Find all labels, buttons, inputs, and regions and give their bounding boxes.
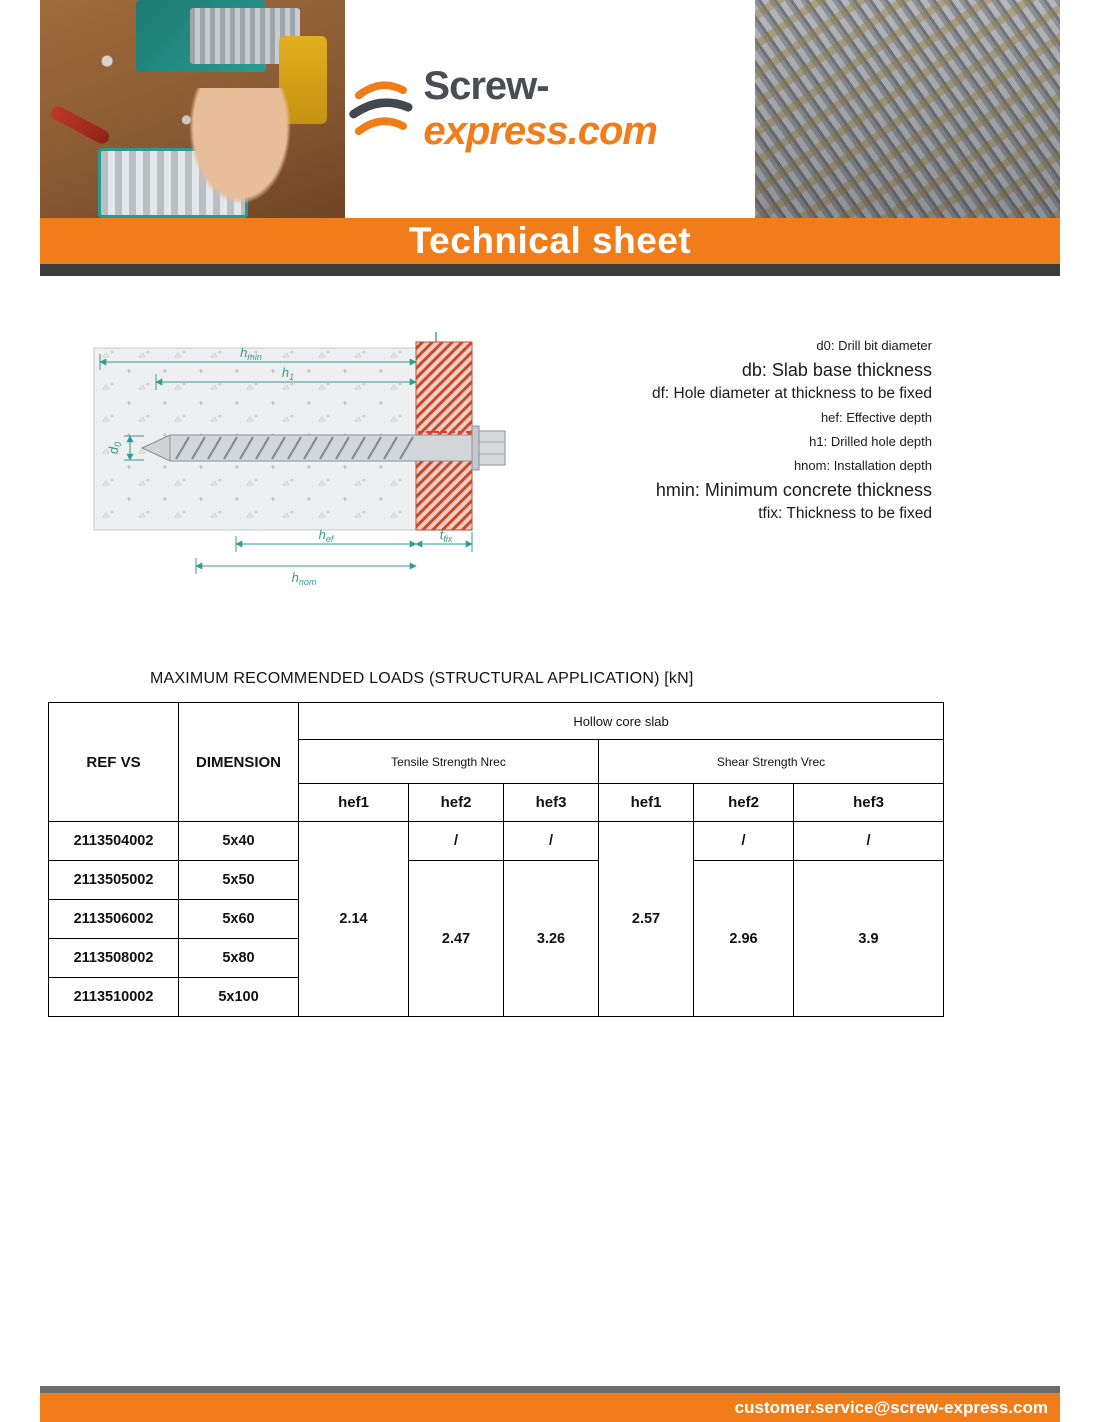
value-shear-hef1: 2.57 bbox=[599, 822, 694, 1017]
dimension-cell: 5x50 bbox=[179, 861, 299, 900]
value-tensile-hef2: 2.47 bbox=[409, 861, 504, 1017]
value-shear-hef3-row1: / bbox=[794, 822, 944, 861]
hef-header: hef1 bbox=[299, 784, 409, 822]
brand-logo bbox=[345, 64, 755, 154]
dim-hnom bbox=[196, 558, 416, 587]
dimension-legend bbox=[652, 330, 932, 526]
dimension-cell: 5x100 bbox=[179, 978, 299, 1017]
banner-underline-strip bbox=[40, 264, 1060, 276]
anchor-screw-diagram bbox=[86, 330, 526, 588]
value-shear-hef2-row1: / bbox=[694, 822, 794, 861]
loads-table-title: MAXIMUM RECOMMENDED LOADS (STRUCTURAL APPLICATION) [kN] bbox=[150, 670, 694, 687]
svg-text:d0: $d_0$ bbox=[106, 441, 123, 455]
value-shear-hef2: 2.96 bbox=[694, 861, 794, 1017]
brand-name-part2: express.com bbox=[423, 109, 657, 153]
hef-header: hef2 bbox=[409, 784, 504, 822]
header-photo-left bbox=[40, 0, 345, 218]
dimension-cell: 5x60 bbox=[179, 900, 299, 939]
page-title: Technical sheet bbox=[408, 220, 692, 261]
ref-cell: 2113505002 bbox=[49, 861, 179, 900]
legend-db: db: Slab base thickness bbox=[741, 360, 932, 380]
ref-cell: 2113510002 bbox=[49, 978, 179, 1017]
value-tensile-hef2-row1: / bbox=[409, 822, 504, 861]
photo-texture bbox=[180, 88, 300, 218]
col-header-ref: REF VS bbox=[49, 703, 179, 822]
subgroup-tensile: Tensile Strength Nrec bbox=[299, 740, 599, 784]
ref-cell: 2113508002 bbox=[49, 939, 179, 978]
photo-texture bbox=[755, 0, 1060, 218]
group-header-hollow-core-slab: Hollow core slab bbox=[299, 703, 944, 740]
loads-table bbox=[48, 702, 944, 1017]
legend-hmin: hmin: Minimum concrete thickness bbox=[655, 480, 932, 500]
svg-text:tfix: $t_{fix}$ bbox=[439, 527, 453, 544]
brand-name-part1: Screw- bbox=[423, 64, 549, 108]
header bbox=[40, 0, 1060, 218]
legend-hnom: hnom: Installation depth bbox=[793, 458, 932, 473]
diagram-section bbox=[40, 276, 1060, 588]
brand-swoosh-icon bbox=[345, 72, 413, 146]
value-tensile-hef3: 3.26 bbox=[504, 861, 599, 1017]
legend-h1: h1: Drilled hole depth bbox=[809, 434, 932, 449]
footer-gray-strip bbox=[40, 1386, 1060, 1393]
header-logo-area bbox=[345, 0, 755, 218]
legend-df: df: Hole diameter at thickness to be fixed bbox=[651, 385, 932, 402]
legend-hef: hef: Effective depth bbox=[820, 410, 932, 425]
hef-header: hef1 bbox=[599, 784, 694, 822]
photo-texture bbox=[48, 104, 111, 146]
table-row bbox=[49, 861, 944, 900]
value-shear-hef3: 3.9 bbox=[794, 861, 944, 1017]
dimension-cell: 5x80 bbox=[179, 939, 299, 978]
header-photo-right bbox=[755, 0, 1060, 218]
hef-header: hef3 bbox=[504, 784, 599, 822]
hef-header: hef2 bbox=[694, 784, 794, 822]
subgroup-shear: Shear Strength Vrec bbox=[599, 740, 944, 784]
table-row bbox=[49, 822, 944, 861]
svg-text:hef: $h_{ef}$ bbox=[318, 527, 334, 544]
customer-service-email[interactable]: customer.service@screw-express.com bbox=[734, 1397, 1048, 1417]
col-header-dimension: DIMENSION bbox=[179, 703, 299, 822]
legend-tfix: tfix: Thickness to be fixed bbox=[758, 505, 932, 522]
footer bbox=[0, 1386, 1100, 1422]
hef-header: hef3 bbox=[794, 784, 944, 822]
svg-text:hmin: $h_{min}$ bbox=[240, 345, 262, 362]
dim-tfix bbox=[416, 527, 472, 552]
value-tensile-hef3-row1: / bbox=[504, 822, 599, 861]
value-tensile-hef1: 2.14 bbox=[299, 822, 409, 1017]
svg-text:h1: $h_1$ bbox=[281, 365, 295, 382]
dim-hef bbox=[236, 527, 416, 552]
legend-d0: d0: Drill bit diameter bbox=[816, 338, 932, 353]
ref-cell: 2113504002 bbox=[49, 822, 179, 861]
ref-cell: 2113506002 bbox=[49, 900, 179, 939]
dimension-cell: 5x40 bbox=[179, 822, 299, 861]
footer-bar bbox=[40, 1393, 1060, 1422]
title-banner bbox=[40, 218, 1060, 264]
brand-name bbox=[423, 64, 755, 154]
svg-text:hnom: $h_{nom}$ bbox=[291, 570, 317, 587]
